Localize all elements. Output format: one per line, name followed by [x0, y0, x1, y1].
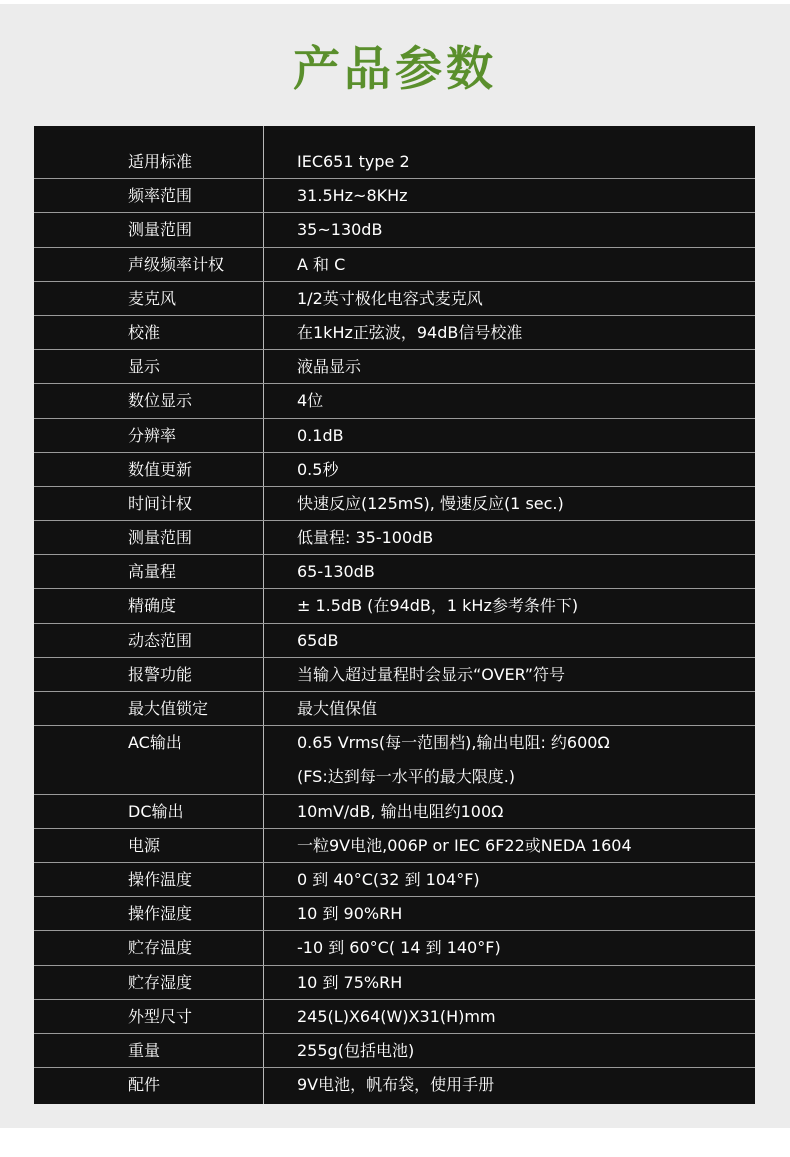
spec-param-label: 外型尺寸	[128, 1006, 193, 1026]
spec-value-line: 10mV/dB, 输出电阻约100Ω	[297, 801, 504, 821]
spec-value	[297, 145, 747, 179]
spec-value	[297, 589, 747, 623]
spec-row	[34, 658, 755, 692]
spec-value	[297, 248, 747, 282]
spec-value-line: 9V电池，帆布袋，使用手册	[297, 1075, 495, 1095]
spec-row	[34, 419, 755, 453]
spec-row	[34, 453, 755, 487]
spec-param-label: 报警功能	[128, 664, 193, 684]
spec-param-label: 数位显示	[128, 391, 193, 411]
top-margin-strip	[0, 0, 790, 4]
spec-value	[297, 316, 747, 350]
spec-param-label: 数值更新	[128, 459, 193, 479]
spec-param-label: 麦克风	[128, 288, 177, 308]
spec-value	[297, 1034, 747, 1068]
spec-value-line: 快速反应(125mS), 慢速反应(1 sec.)	[297, 493, 564, 513]
spec-value-line: 31.5Hz~8KHz	[297, 186, 408, 206]
spec-value-line: 4位	[297, 391, 324, 411]
spec-row	[34, 795, 755, 829]
spec-value	[297, 1000, 747, 1034]
spec-value-line: 低量程: 35-100dB	[297, 528, 434, 548]
spec-param-label: 时间计权	[128, 493, 193, 513]
spec-rows	[34, 145, 755, 1102]
spec-value	[297, 863, 747, 897]
spec-value-line: 245(L)X64(W)X31(H)mm	[297, 1006, 496, 1026]
spec-value-line: A 和 C	[297, 254, 346, 274]
spec-value-line: 0 到 40°C(32 到 104°F)	[297, 869, 480, 889]
spec-param-label: 测量范围	[128, 220, 193, 240]
spec-value-line: 65dB	[297, 630, 339, 650]
spec-table	[34, 126, 755, 1104]
spec-value	[297, 897, 747, 931]
spec-value-line: 10 到 75%RH	[297, 972, 403, 992]
spec-row	[34, 555, 755, 589]
spec-param-label: 操作温度	[128, 869, 193, 889]
spec-row	[34, 145, 755, 179]
spec-param-label: 精确度	[128, 596, 177, 616]
spec-row	[34, 966, 755, 1000]
spec-value	[297, 1068, 747, 1102]
spec-value	[297, 419, 747, 453]
spec-value	[297, 966, 747, 1000]
page-title: 产品参数	[293, 42, 497, 97]
spec-row	[34, 897, 755, 931]
spec-value	[297, 521, 747, 555]
spec-param-label: AC输出	[128, 733, 182, 753]
spec-param-label: 显示	[128, 357, 161, 377]
spec-value	[297, 692, 747, 726]
spec-value-line: 35~130dB	[297, 220, 383, 240]
spec-param-label: 配件	[128, 1075, 161, 1095]
spec-param-label: 重量	[128, 1040, 161, 1060]
spec-value	[297, 829, 747, 863]
spec-row	[34, 282, 755, 316]
spec-row	[34, 1000, 755, 1034]
spec-value-line: ± 1.5dB (在94dB，1 kHz参考条件下)	[297, 596, 579, 616]
spec-value-line: IEC651 type 2	[297, 152, 410, 171]
spec-value	[297, 555, 747, 589]
spec-value	[297, 350, 747, 384]
spec-param-label: 最大值锁定	[128, 699, 209, 718]
spec-row	[34, 692, 755, 726]
spec-value	[297, 658, 747, 692]
spec-value-line: -10 到 60°C( 14 到 140°F)	[297, 938, 501, 958]
spec-row	[34, 726, 755, 794]
spec-value	[297, 282, 747, 316]
spec-row	[34, 487, 755, 521]
spec-value-line: 255g(包括电池)	[297, 1040, 415, 1060]
spec-value	[297, 453, 747, 487]
spec-value-line: 10 到 90%RH	[297, 904, 403, 924]
bottom-margin-strip	[0, 1128, 790, 1157]
spec-param-label: 电源	[128, 835, 161, 855]
spec-param-label: 动态范围	[128, 630, 193, 650]
spec-value-line: 最大值保值	[297, 699, 378, 718]
spec-row	[34, 931, 755, 965]
spec-row	[34, 589, 755, 623]
spec-row	[34, 624, 755, 658]
spec-row	[34, 1034, 755, 1068]
spec-value	[297, 624, 747, 658]
spec-value-line: 一粒9V电池,006P or IEC 6F22或NEDA 1604	[297, 835, 632, 855]
spec-value-line: 0.5秒	[297, 459, 339, 479]
spec-param-label: 操作湿度	[128, 904, 193, 924]
spec-param-label: DC输出	[128, 801, 184, 821]
spec-row	[34, 829, 755, 863]
spec-value-line: (FS:达到每一水平的最大限度.)	[297, 766, 516, 786]
spec-param-label: 声级频率计权	[128, 254, 225, 274]
spec-row	[34, 316, 755, 350]
spec-row	[34, 179, 755, 213]
spec-param-label: 分辨率	[128, 425, 177, 445]
spec-value	[297, 726, 747, 793]
spec-row	[34, 521, 755, 555]
spec-value-line: 1/2英寸极化电容式麦克风	[297, 288, 483, 308]
spec-value-line: 65-130dB	[297, 562, 375, 582]
spec-value-line: 液晶显示	[297, 357, 362, 377]
spec-row	[34, 213, 755, 247]
spec-param-label: 校准	[128, 322, 161, 342]
spec-value-line: 0.1dB	[297, 425, 344, 445]
spec-param-label: 贮存湿度	[128, 972, 193, 992]
spec-param-label: 高量程	[128, 562, 177, 582]
spec-value	[297, 795, 747, 829]
spec-row	[34, 248, 755, 282]
spec-row	[34, 863, 755, 897]
spec-param-label: 贮存温度	[128, 938, 193, 958]
spec-value-line: 在1kHz正弦波，94dB信号校准	[297, 322, 523, 342]
spec-row	[34, 384, 755, 418]
spec-value	[297, 213, 747, 247]
spec-param-label: 频率范围	[128, 186, 193, 206]
spec-row	[34, 350, 755, 384]
spec-row	[34, 1068, 755, 1102]
spec-value	[297, 487, 747, 521]
spec-value	[297, 384, 747, 418]
spec-value-line: 0.65 Vrms(每一范围档),输出电阻: 约600Ω	[297, 733, 610, 753]
spec-value	[297, 179, 747, 213]
spec-value-line: 当输入超过量程时会显示“OVER”符号	[297, 664, 566, 684]
spec-param-label: 适用标准	[128, 152, 193, 171]
spec-value	[297, 931, 747, 965]
spec-param-label: 测量范围	[128, 528, 193, 548]
